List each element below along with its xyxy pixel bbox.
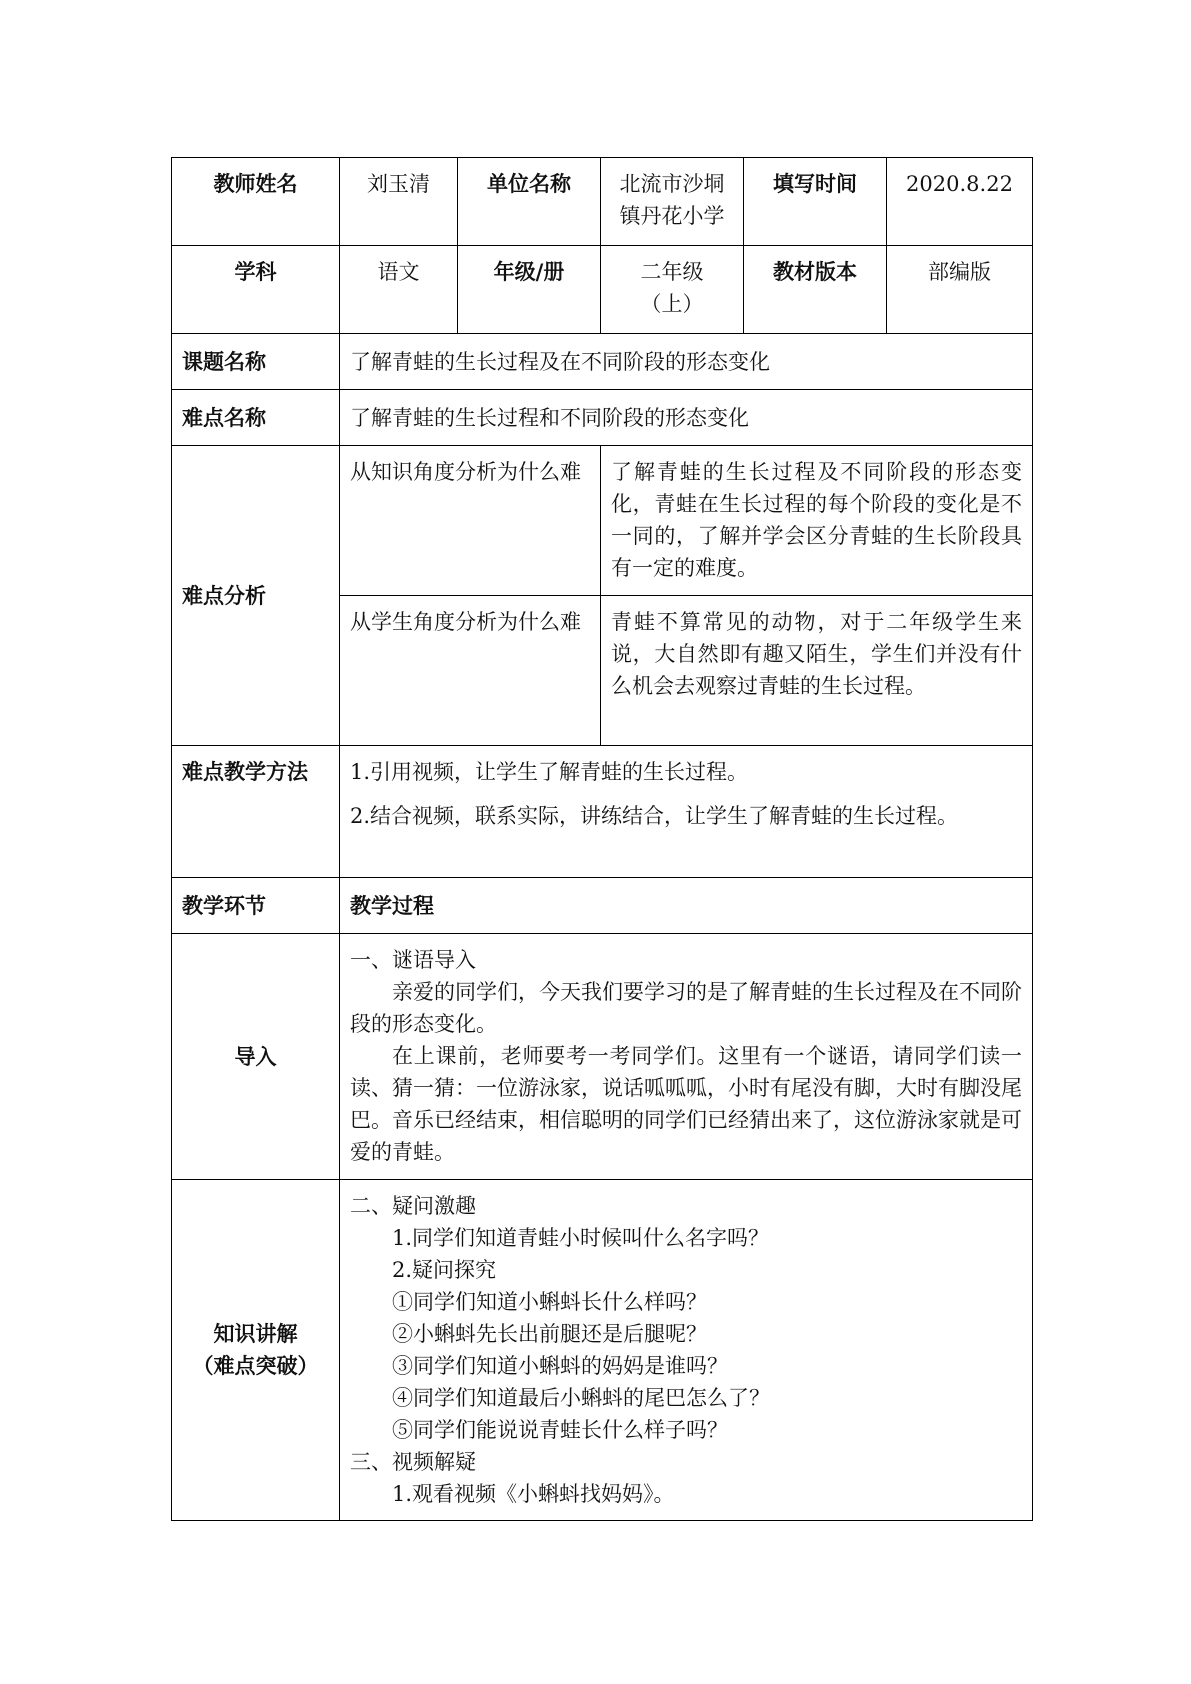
- knowledge-sub-2: ②小蝌蚪先长出前腿还是后腿呢？: [392, 1322, 707, 1346]
- methods-label: 难点教学方法: [172, 746, 340, 878]
- grade-label: 年级/册: [458, 246, 601, 334]
- methods-content: [340, 746, 1033, 878]
- intro-heading: 一、谜语导入: [350, 948, 476, 972]
- difficulty-row: [172, 390, 1033, 446]
- intro-paragraph-2: 在上课前，老师要考一考同学们。这里有一个谜语，请同学们读一读、猜一猜：一位游泳家，说话呱呱呱，小时有尾没有脚，大时有脚没尾巴。音乐已经结束，相信聪明的同学们已经猜出来了，这位游泳家就是可爱的青蛙。: [350, 1044, 1022, 1164]
- method-item-1: 1.引用视频，让学生了解青蛙的生长过程。: [350, 760, 749, 784]
- intro-row: [172, 934, 1033, 1180]
- knowledge-angle-text: 了解青蛙的生长过程及不同阶段的形态变化，青蛙在生长过程的每个阶段的变化是不一同的，了解并学会区分青蛙的生长阶段具有一定的难度。: [601, 446, 1033, 596]
- topic-label: 课题名称: [172, 334, 340, 390]
- knowledge-heading-3: 三、视频解疑: [350, 1450, 476, 1474]
- analysis-label: 难点分析: [172, 446, 340, 746]
- knowledge-sub-3: ③同学们知道小蝌蚪的妈妈是谁吗？: [392, 1354, 728, 1378]
- knowledge-sub-1: ①同学们知道小蝌蚪长什么样吗？: [392, 1290, 707, 1314]
- knowledge-angle-label: 从知识角度分析为什么难: [340, 446, 601, 596]
- analysis-knowledge-row: [172, 446, 1033, 596]
- knowledge-content: [340, 1180, 1033, 1521]
- unit-name-line-1: 北流市沙垌: [619, 172, 725, 196]
- method-item-2: 2.结合视频，联系实际，讲练结合，让学生了解青蛙的生长过程。: [350, 804, 959, 828]
- teacher-name-label: 教师姓名: [172, 158, 340, 246]
- knowledge-sub-4: ④同学们知道最后小蝌蚪的尾巴怎么了？: [392, 1386, 770, 1410]
- student-angle-label: 从学生角度分析为什么难: [340, 596, 601, 746]
- difficulty-label: 难点名称: [172, 390, 340, 446]
- grade-line-1: 二年级: [640, 260, 704, 284]
- subject-value: 语文: [340, 246, 458, 334]
- intro-label: 导入: [172, 934, 340, 1180]
- topic-row: [172, 334, 1033, 390]
- grade-value: [601, 246, 744, 334]
- fill-date-label: 填写时间: [744, 158, 887, 246]
- edition-value: 部编版: [887, 246, 1033, 334]
- process-header-row: [172, 878, 1033, 934]
- edition-label: 教材版本: [744, 246, 887, 334]
- knowledge-question-2: 2.疑问探究: [392, 1258, 497, 1282]
- grade-line-2: （上）: [640, 292, 704, 316]
- lesson-plan-table: [171, 157, 1033, 1521]
- unit-name-line-2: 镇丹花小学: [619, 204, 725, 228]
- header-row-2: [172, 246, 1033, 334]
- unit-name-label: 单位名称: [458, 158, 601, 246]
- intro-content: [340, 934, 1033, 1180]
- knowledge-video-1: 1.观看视频《小蝌蚪找妈妈》。: [392, 1482, 675, 1506]
- process-label: 教学过程: [340, 878, 1033, 934]
- stage-label: 教学环节: [172, 878, 340, 934]
- methods-row: [172, 746, 1033, 878]
- knowledge-label: [172, 1180, 340, 1521]
- knowledge-label-line-2: （难点突破）: [192, 1353, 319, 1378]
- header-row-1: [172, 158, 1033, 246]
- knowledge-heading-2: 二、疑问激趣: [350, 1194, 476, 1218]
- teacher-name-value: 刘玉清: [340, 158, 458, 246]
- subject-label: 学科: [172, 246, 340, 334]
- difficulty-value: 了解青蛙的生长过程和不同阶段的形态变化: [340, 390, 1033, 446]
- knowledge-question-1: 1.同学们知道青蛙小时候叫什么名字吗？: [392, 1226, 770, 1250]
- knowledge-label-line-1: 知识讲解: [213, 1321, 298, 1346]
- topic-value: 了解青蛙的生长过程及在不同阶段的形态变化: [340, 334, 1033, 390]
- fill-date-value: 2020.8.22: [887, 158, 1033, 246]
- student-angle-text: 青蛙不算常见的动物，对于二年级学生来说，大自然即有趣又陌生，学生们并没有什么机会去观察过青蛙的生长过程。: [601, 596, 1033, 746]
- intro-paragraph-1: 亲爱的同学们，今天我们要学习的是了解青蛙的生长过程及在不同阶段的形态变化。: [350, 980, 1022, 1036]
- knowledge-row: [172, 1180, 1033, 1521]
- unit-name-value: [601, 158, 744, 246]
- knowledge-sub-5: ⑤同学们能说说青蛙长什么样子吗？: [392, 1418, 728, 1442]
